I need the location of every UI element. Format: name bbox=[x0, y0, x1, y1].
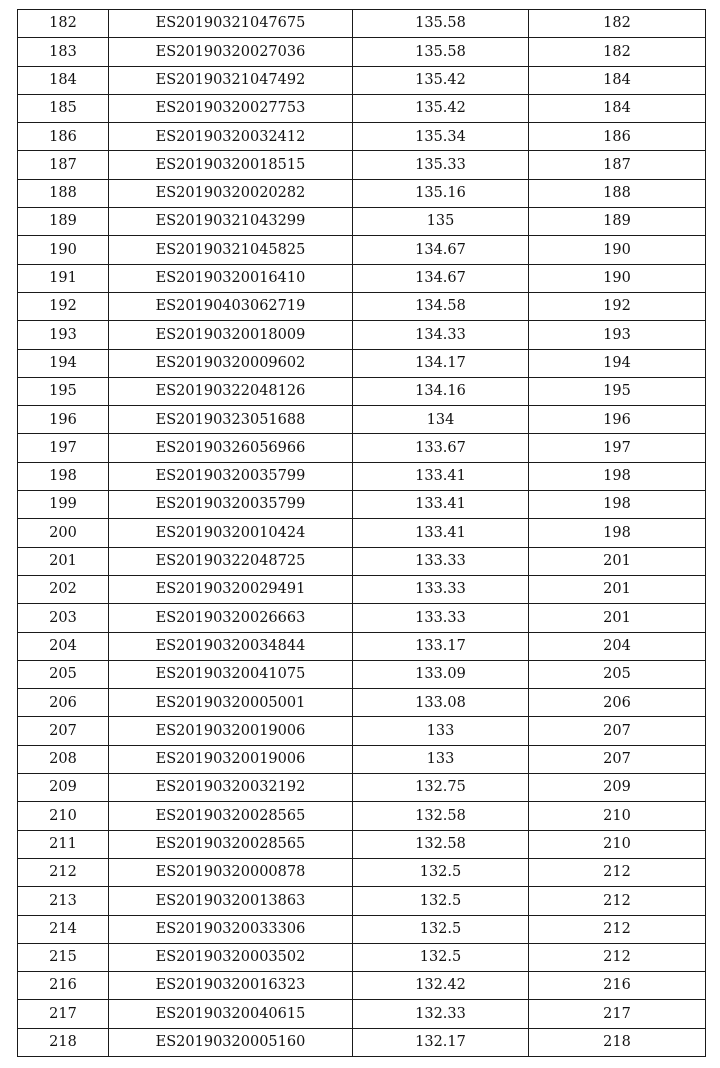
table-row bbox=[18, 406, 706, 434]
score-cell: 135.34 bbox=[353, 123, 529, 151]
row-number-cell: 214 bbox=[18, 915, 109, 943]
score-cell: 133.67 bbox=[353, 434, 529, 462]
score-cell: 134.17 bbox=[353, 349, 529, 377]
table-row bbox=[18, 943, 706, 971]
table-row bbox=[18, 887, 706, 915]
exam-id-cell: ES20190323051688 bbox=[109, 406, 353, 434]
score-cell: 133.09 bbox=[353, 660, 529, 688]
score-cell: 132.5 bbox=[353, 915, 529, 943]
exam-id-cell: ES20190321043299 bbox=[109, 208, 353, 236]
rank-cell: 194 bbox=[529, 349, 706, 377]
table-row bbox=[18, 462, 706, 490]
table-row bbox=[18, 94, 706, 122]
row-number-cell: 183 bbox=[18, 38, 109, 66]
rank-cell: 201 bbox=[529, 604, 706, 632]
score-cell: 134.67 bbox=[353, 264, 529, 292]
table-row bbox=[18, 660, 706, 688]
table-row bbox=[18, 151, 706, 179]
table-row bbox=[18, 434, 706, 462]
score-cell: 133 bbox=[353, 745, 529, 773]
row-number-cell: 198 bbox=[18, 462, 109, 490]
table-row bbox=[18, 689, 706, 717]
exam-id-cell: ES20190320020282 bbox=[109, 179, 353, 207]
rank-cell: 193 bbox=[529, 321, 706, 349]
rank-cell: 216 bbox=[529, 972, 706, 1000]
score-cell: 132.75 bbox=[353, 774, 529, 802]
table-row bbox=[18, 66, 706, 94]
score-cell: 135.58 bbox=[353, 38, 529, 66]
exam-id-cell: ES20190320034844 bbox=[109, 632, 353, 660]
table-row bbox=[18, 1028, 706, 1056]
rank-cell: 209 bbox=[529, 774, 706, 802]
table-row bbox=[18, 321, 706, 349]
exam-id-cell: ES20190320028565 bbox=[109, 830, 353, 858]
exam-id-cell: ES20190320009602 bbox=[109, 349, 353, 377]
table-row bbox=[18, 10, 706, 38]
rank-cell: 212 bbox=[529, 858, 706, 886]
score-cell: 133.33 bbox=[353, 575, 529, 603]
row-number-cell: 188 bbox=[18, 179, 109, 207]
table-row bbox=[18, 717, 706, 745]
exam-id-cell: ES20190321047675 bbox=[109, 10, 353, 38]
exam-id-cell: ES20190320028565 bbox=[109, 802, 353, 830]
rank-cell: 204 bbox=[529, 632, 706, 660]
row-number-cell: 194 bbox=[18, 349, 109, 377]
score-cell: 135.58 bbox=[353, 10, 529, 38]
rank-cell: 217 bbox=[529, 1000, 706, 1028]
exam-id-cell: ES20190321045825 bbox=[109, 236, 353, 264]
exam-id-cell: ES20190321047492 bbox=[109, 66, 353, 94]
table-row bbox=[18, 858, 706, 886]
row-number-cell: 196 bbox=[18, 406, 109, 434]
table-row bbox=[18, 38, 706, 66]
row-number-cell: 192 bbox=[18, 292, 109, 320]
table-row bbox=[18, 830, 706, 858]
table-row bbox=[18, 915, 706, 943]
rank-cell: 184 bbox=[529, 94, 706, 122]
rank-cell: 201 bbox=[529, 547, 706, 575]
table-row bbox=[18, 547, 706, 575]
rank-cell: 198 bbox=[529, 462, 706, 490]
rank-cell: 212 bbox=[529, 915, 706, 943]
row-number-cell: 207 bbox=[18, 717, 109, 745]
score-cell: 132.5 bbox=[353, 858, 529, 886]
row-number-cell: 184 bbox=[18, 66, 109, 94]
row-number-cell: 213 bbox=[18, 887, 109, 915]
table-row bbox=[18, 236, 706, 264]
score-cell: 134.67 bbox=[353, 236, 529, 264]
table-row bbox=[18, 745, 706, 773]
rank-cell: 210 bbox=[529, 802, 706, 830]
rank-cell: 207 bbox=[529, 745, 706, 773]
row-number-cell: 202 bbox=[18, 575, 109, 603]
score-cell: 135.42 bbox=[353, 66, 529, 94]
table-row bbox=[18, 972, 706, 1000]
rank-cell: 184 bbox=[529, 66, 706, 94]
score-cell: 134.16 bbox=[353, 377, 529, 405]
table-row bbox=[18, 802, 706, 830]
rank-cell: 192 bbox=[529, 292, 706, 320]
rank-cell: 186 bbox=[529, 123, 706, 151]
exam-id-cell: ES20190326056966 bbox=[109, 434, 353, 462]
exam-id-cell: ES20190320019006 bbox=[109, 717, 353, 745]
row-number-cell: 200 bbox=[18, 519, 109, 547]
exam-id-cell: ES20190322048126 bbox=[109, 377, 353, 405]
exam-id-cell: ES20190320027753 bbox=[109, 94, 353, 122]
rank-cell: 201 bbox=[529, 575, 706, 603]
score-cell: 135 bbox=[353, 208, 529, 236]
exam-id-cell: ES20190320000878 bbox=[109, 858, 353, 886]
row-number-cell: 215 bbox=[18, 943, 109, 971]
rank-cell: 189 bbox=[529, 208, 706, 236]
score-cell: 135.16 bbox=[353, 179, 529, 207]
table-row bbox=[18, 123, 706, 151]
row-number-cell: 199 bbox=[18, 491, 109, 519]
rank-cell: 198 bbox=[529, 491, 706, 519]
exam-id-cell: ES20190320041075 bbox=[109, 660, 353, 688]
score-cell: 132.5 bbox=[353, 943, 529, 971]
rank-cell: 188 bbox=[529, 179, 706, 207]
table-row bbox=[18, 1000, 706, 1028]
row-number-cell: 191 bbox=[18, 264, 109, 292]
exam-id-cell: ES20190320016323 bbox=[109, 972, 353, 1000]
row-number-cell: 195 bbox=[18, 377, 109, 405]
rank-cell: 182 bbox=[529, 38, 706, 66]
score-cell: 133 bbox=[353, 717, 529, 745]
row-number-cell: 212 bbox=[18, 858, 109, 886]
row-number-cell: 185 bbox=[18, 94, 109, 122]
exam-id-cell: ES20190320018515 bbox=[109, 151, 353, 179]
row-number-cell: 217 bbox=[18, 1000, 109, 1028]
table-row bbox=[18, 491, 706, 519]
score-cell: 132.58 bbox=[353, 830, 529, 858]
score-cell: 133.17 bbox=[353, 632, 529, 660]
row-number-cell: 205 bbox=[18, 660, 109, 688]
score-cell: 134.58 bbox=[353, 292, 529, 320]
row-number-cell: 201 bbox=[18, 547, 109, 575]
table-row bbox=[18, 208, 706, 236]
score-cell: 133.33 bbox=[353, 547, 529, 575]
exam-id-cell: ES20190320013863 bbox=[109, 887, 353, 915]
row-number-cell: 182 bbox=[18, 10, 109, 38]
exam-id-cell: ES20190320033306 bbox=[109, 915, 353, 943]
exam-id-cell: ES20190320032412 bbox=[109, 123, 353, 151]
row-number-cell: 204 bbox=[18, 632, 109, 660]
row-number-cell: 218 bbox=[18, 1028, 109, 1056]
score-cell: 133.08 bbox=[353, 689, 529, 717]
exam-id-cell: ES20190322048725 bbox=[109, 547, 353, 575]
exam-id-cell: ES20190320010424 bbox=[109, 519, 353, 547]
rank-cell: 207 bbox=[529, 717, 706, 745]
exam-id-cell: ES20190320035799 bbox=[109, 462, 353, 490]
score-cell: 132.33 bbox=[353, 1000, 529, 1028]
exam-id-cell: ES20190320019006 bbox=[109, 745, 353, 773]
row-number-cell: 211 bbox=[18, 830, 109, 858]
exam-id-cell: ES20190320016410 bbox=[109, 264, 353, 292]
rank-cell: 187 bbox=[529, 151, 706, 179]
rank-cell: 218 bbox=[529, 1028, 706, 1056]
rank-cell: 206 bbox=[529, 689, 706, 717]
table-row bbox=[18, 264, 706, 292]
exam-id-cell: ES20190320032192 bbox=[109, 774, 353, 802]
exam-id-cell: ES20190403062719 bbox=[109, 292, 353, 320]
score-cell: 133.41 bbox=[353, 462, 529, 490]
row-number-cell: 193 bbox=[18, 321, 109, 349]
score-cell: 133.41 bbox=[353, 491, 529, 519]
exam-id-cell: ES20190320026663 bbox=[109, 604, 353, 632]
rank-cell: 205 bbox=[529, 660, 706, 688]
row-number-cell: 210 bbox=[18, 802, 109, 830]
table-row bbox=[18, 575, 706, 603]
rank-cell: 195 bbox=[529, 377, 706, 405]
exam-id-cell: ES20190320018009 bbox=[109, 321, 353, 349]
row-number-cell: 189 bbox=[18, 208, 109, 236]
row-number-cell: 186 bbox=[18, 123, 109, 151]
score-cell: 133.41 bbox=[353, 519, 529, 547]
score-cell: 132.5 bbox=[353, 887, 529, 915]
table-row bbox=[18, 292, 706, 320]
row-number-cell: 216 bbox=[18, 972, 109, 1000]
row-number-cell: 206 bbox=[18, 689, 109, 717]
score-cell: 133.33 bbox=[353, 604, 529, 632]
score-cell: 135.33 bbox=[353, 151, 529, 179]
row-number-cell: 187 bbox=[18, 151, 109, 179]
score-cell: 134 bbox=[353, 406, 529, 434]
score-table bbox=[17, 9, 706, 1057]
score-cell: 135.42 bbox=[353, 94, 529, 122]
exam-id-cell: ES20190320040615 bbox=[109, 1000, 353, 1028]
score-cell: 134.33 bbox=[353, 321, 529, 349]
table-row bbox=[18, 604, 706, 632]
rank-cell: 190 bbox=[529, 236, 706, 264]
rank-cell: 212 bbox=[529, 887, 706, 915]
row-number-cell: 209 bbox=[18, 774, 109, 802]
score-table-body bbox=[18, 10, 706, 1057]
exam-id-cell: ES20190320005001 bbox=[109, 689, 353, 717]
rank-cell: 190 bbox=[529, 264, 706, 292]
exam-id-cell: ES20190320029491 bbox=[109, 575, 353, 603]
row-number-cell: 190 bbox=[18, 236, 109, 264]
rank-cell: 197 bbox=[529, 434, 706, 462]
rank-cell: 196 bbox=[529, 406, 706, 434]
table-row bbox=[18, 774, 706, 802]
rank-cell: 212 bbox=[529, 943, 706, 971]
rank-cell: 198 bbox=[529, 519, 706, 547]
rank-cell: 182 bbox=[529, 10, 706, 38]
score-cell: 132.42 bbox=[353, 972, 529, 1000]
row-number-cell: 208 bbox=[18, 745, 109, 773]
row-number-cell: 197 bbox=[18, 434, 109, 462]
table-row bbox=[18, 179, 706, 207]
exam-id-cell: ES20190320027036 bbox=[109, 38, 353, 66]
row-number-cell: 203 bbox=[18, 604, 109, 632]
table-row bbox=[18, 377, 706, 405]
score-cell: 132.58 bbox=[353, 802, 529, 830]
table-row bbox=[18, 519, 706, 547]
table-row bbox=[18, 632, 706, 660]
table-row bbox=[18, 349, 706, 377]
rank-cell: 210 bbox=[529, 830, 706, 858]
exam-id-cell: ES20190320005160 bbox=[109, 1028, 353, 1056]
exam-id-cell: ES20190320003502 bbox=[109, 943, 353, 971]
score-cell: 132.17 bbox=[353, 1028, 529, 1056]
exam-id-cell: ES20190320035799 bbox=[109, 491, 353, 519]
